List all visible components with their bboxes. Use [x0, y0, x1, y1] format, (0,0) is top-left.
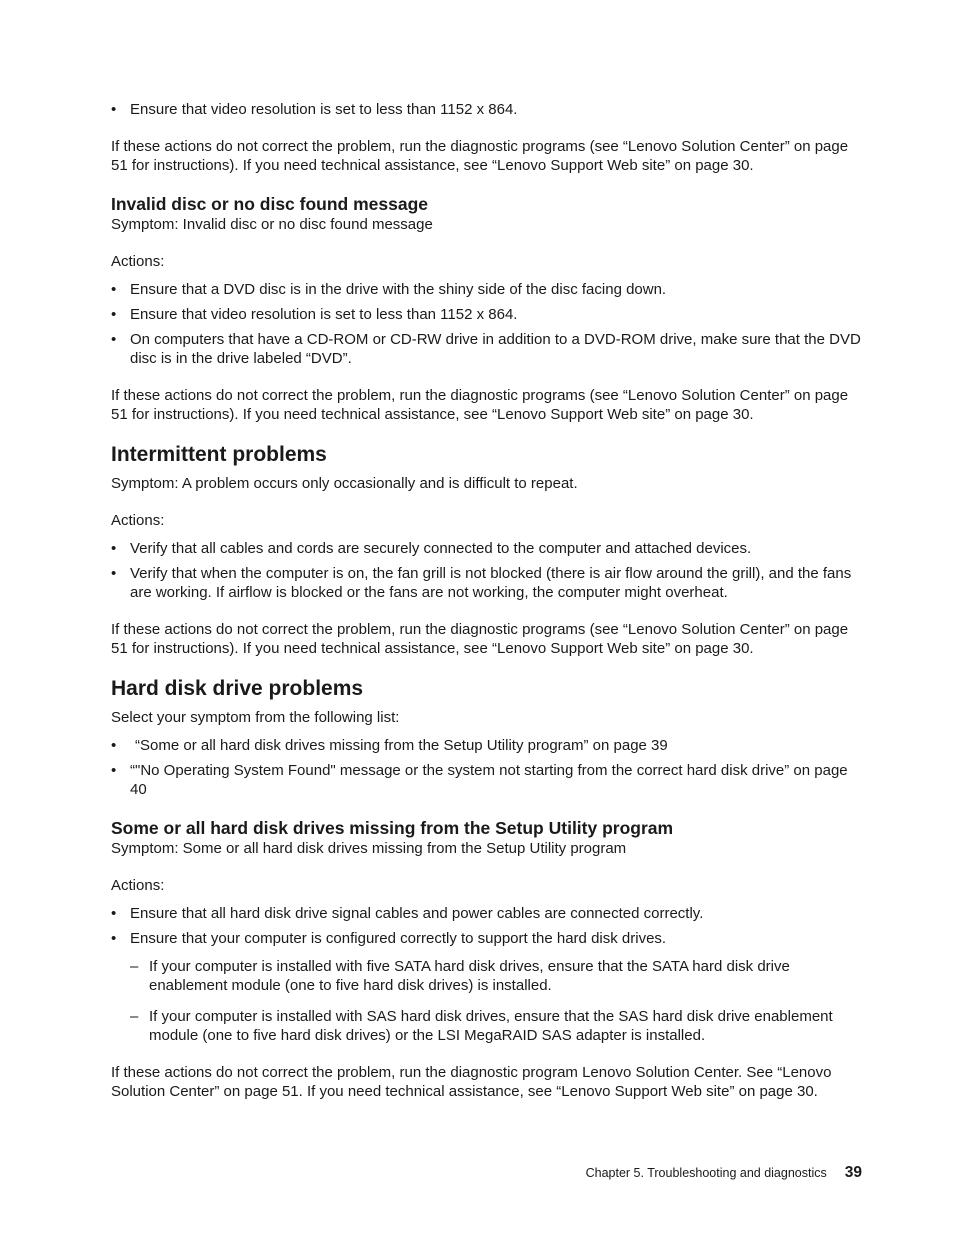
sub-list-item: – If your computer is installed with SAS hard disk drives, ensure that the SAS hard disk drive enablement module (one to five hard disk drives) or the LSI MegaRAID SAS adapter is installed.	[130, 1007, 863, 1045]
section-heading-hard-disk: Hard disk drive problems	[111, 677, 364, 700]
bullet-text: Verify that all cables and cords are securely connected to the computer and attached devices.	[130, 540, 752, 557]
bullet-text: Ensure that all hard disk drive signal cables and power cables are connected correctly.	[130, 905, 704, 922]
footer-chapter: Chapter 5. Troubleshooting and diagnostics	[585, 1166, 827, 1180]
symptom-text: Symptom: Invalid disc or no disc found message	[111, 216, 433, 233]
symptom-text: Symptom: A problem occurs only occasionally and is difficult to repeat.	[111, 475, 578, 492]
actions-label: Actions:	[111, 877, 165, 894]
paragraph: If these actions do not correct the problem, run the diagnostic programs (see “Lenovo Solution Center” on page 51 for instructions). If you need technical assistance, see “Lenovo Support Web site” on page 30.	[111, 387, 849, 423]
bullet-text: Verify that when the computer is on, the fan grill is not blocked (there is air flow around the grill), and the fans are working. If airflow is blocked or the fans are not working, the computer might overheat.	[130, 565, 852, 601]
bullet-text: On computers that have a CD-ROM or CD-RW drive in addition to a DVD-ROM drive, make sure that the DVD disc is in the drive labeled “DVD”.	[130, 331, 861, 367]
intro-text: Select your symptom from the following list:	[111, 709, 400, 726]
list-item: • Ensure that all hard disk drive signal cables and power cables are connected correctly.	[111, 904, 863, 923]
paragraph: If these actions do not correct the problem, run the diagnostic programs (see “Lenovo Solution Center” on page 51 for instructions). If you need technical assistance, see “Lenovo Support Web site” on page 30.	[111, 621, 849, 657]
list-item: • Verify that when the computer is on, the fan grill is not blocked (there is air flow around the grill), and the fans are working. If airflow is blocked or the fans are not working, the computer might overheat.	[111, 564, 863, 602]
list-item-link[interactable]: • “"No Operating System Found" message or the system not starting from the correct hard disk drive” on page 40	[111, 761, 863, 799]
page-number: 39	[844, 1164, 862, 1181]
paragraph: If these actions do not correct the problem, run the diagnostic programs (see “Lenovo Solution Center” on page 51 for instructions). If you need technical assistance, see “Lenovo Support Web site” on page 30.	[111, 138, 849, 174]
actions-label: Actions:	[111, 253, 165, 270]
page-footer	[574, 1164, 862, 1182]
symptom-link[interactable]: “Some or all hard disk drives missing from the Setup Utility program” on page 39	[135, 737, 668, 754]
bullet-text: Ensure that your computer is configured correctly to support the hard disk drives.	[130, 930, 667, 947]
symptom-text: Symptom: Some or all hard disk drives missing from the Setup Utility program	[111, 840, 627, 857]
sub-bullet-text: If your computer is installed with SAS hard disk drives, ensure that the SAS hard disk drive enablement module (one to five hard disk drives) or the LSI MegaRAID SAS adapter is installed.	[149, 1008, 833, 1044]
section-heading-missing-drives: Some or all hard disk drives missing from the Setup Utility program	[111, 818, 674, 838]
section-heading-intermittent: Intermittent problems	[111, 443, 327, 466]
list-item: • Verify that all cables and cords are securely connected to the computer and attached devices.	[111, 539, 863, 558]
list-item: • Ensure that video resolution is set to less than 1152 x 864.	[111, 305, 863, 324]
section-heading-invalid-disc: Invalid disc or no disc found message	[111, 194, 429, 214]
list-item: • Ensure that a DVD disc is in the drive with the shiny side of the disc facing down.	[111, 280, 863, 299]
list-item: • Ensure that video resolution is set to less than 1152 x 864.	[111, 100, 863, 119]
paragraph: If these actions do not correct the problem, run the diagnostic program Lenovo Solution Center. See “Lenovo Solution Center” on page 51. If you need technical assistance, see “Lenovo Support Web site” on page 30.	[111, 1064, 832, 1100]
sub-list-item: – If your computer is installed with five SATA hard disk drives, ensure that the SATA hard disk drive enablement module (one to five hard disk drives) is installed.	[130, 957, 863, 995]
list-item: • On computers that have a CD-ROM or CD-RW drive in addition to a DVD-ROM drive, make sure that the DVD disc is in the drive labeled “DVD”.	[111, 330, 863, 368]
sub-bullet-text: If your computer is installed with five SATA hard disk drives, ensure that the SATA hard disk drive enablement module (one to five hard disk drives) is installed.	[149, 958, 790, 994]
list-item-link[interactable]: • “Some or all hard disk drives missing from the Setup Utility program” on page 39	[111, 736, 863, 755]
bullet-text: Ensure that a DVD disc is in the drive with the shiny side of the disc facing down.	[130, 281, 667, 298]
list-item: • Ensure that your computer is configured correctly to support the hard disk drives.	[111, 929, 863, 948]
bullet-text: Ensure that video resolution is set to less than 1152 x 864.	[130, 101, 518, 118]
page-content	[111, 100, 863, 1101]
actions-label: Actions:	[111, 512, 165, 529]
bullet-text: Ensure that video resolution is set to less than 1152 x 864.	[130, 306, 518, 323]
symptom-link[interactable]: “"No Operating System Found" message or the system not starting from the correct hard disk drive” on page 40	[130, 762, 848, 798]
